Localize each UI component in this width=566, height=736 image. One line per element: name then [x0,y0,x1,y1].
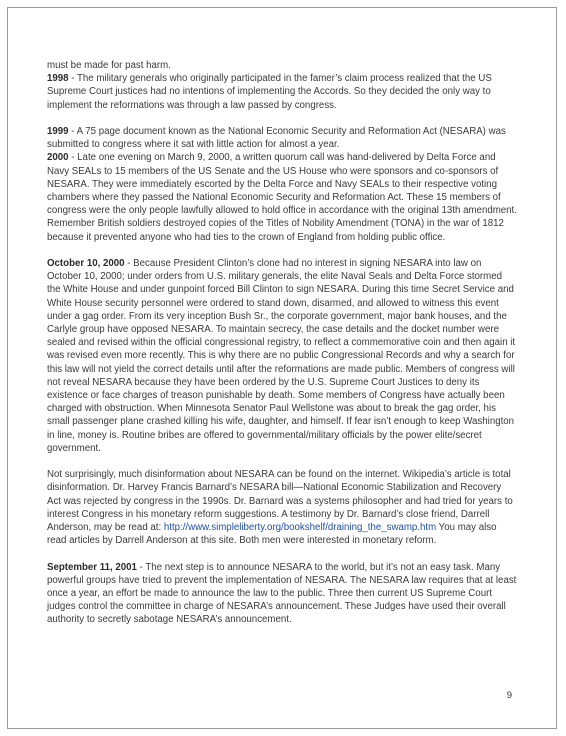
paragraph-1999 [47,125,517,151]
paragraph-2000 [47,151,517,243]
paragraph-september-2001 [47,561,517,627]
paragraph-heading: 1998 [47,73,69,85]
paragraph-1998 [47,72,517,112]
paragraph-heading: 2000 [47,152,69,164]
paragraph-text: - Because President Clinton’s clone had no interest in signing NESARA into law on October 10, 2000; under orders from U.S. military generals, the elite Naval Seals and Delta Force stormed the White House and under gunpoint forced Bill Clinton to sign NESARA. During this time Secret Service and White House security personnel were ordered to stand down, disarmed, and allowed to witness this event under a gag order. From its very inception Bush Sr., the corporate government, major bank houses, and the Carlyle group have opposed NESARA. To maintain secrecy, the case details and the docket number were sealed and revised within the official congressional registry, to reflect a commemorative coin and then again it was revised even more recently. This is why there are no public Congressional Records and why a search for this law will not yield the correct details until after the reformations are made public. Members of congress will not reveal NESARA because they have been ordered by the U.S. Supreme Court Justices to deny its existence or face charges of treason punishable by death. Some members of Congress have actually been charged with obstruction. When Minnesota Senator Paul Wellstone was about to break the gag order, his small passenger plane crashed killing his wife, daughter, and himself. If fear isn’t enough to keep Washington in line, money is. Routine bribes are offered to governmental/military officials by the power elite/secret government. [47,258,516,454]
paragraph-text: Not surprisingly, much disinformation about NESARA can be found on the internet. Wikipedia’s article is total disinformation. Dr. Harvey Francis Barnard’s NESARA bill—National Economic Stabilization and Recovery Act was rejected by congress in the 1990s. Dr. Barnard was a systems philosopher and had tried for years to interest Congress in his monetary reform suggestions. A testimony by Dr. Barnard’s close friend, Darrell Anderson, may be read at: [47,469,513,534]
paragraph-text: - The next step is to announce NESARA to the world, but it’s not an easy task. Many powerful groups have tried to prevent the implementation of NESARA. The NESARA law requires that at least once a year, an effort be made to announce the law to the public. Three then current US Supreme Court judges control the committee in charge of NESARA’s announcement. These Judges have used their overall authority to secretly sabotage NESARA’s announcement. [47,561,517,626]
page-number: 9 [506,690,512,701]
paragraph-october-2000 [47,257,517,455]
paragraph-text: You may also read articles by Darrell Anderson at this site. Both men were interested in monetary reform. [47,522,497,547]
paragraph-text: - A 75 page document known as the National Economic Security and Reformation Act (NESARA) was submitted to congress where it sat with little action for almost a year. [47,126,506,151]
paragraph-past-harm [47,59,517,72]
paragraph-disinformation [47,468,517,547]
simpleliberty-link[interactable]: http://www.simpleliberty.org/bookshelf/draining_the_swamp.htm [163,522,437,534]
document-page [7,7,557,729]
paragraph-heading: 1999 [47,126,69,137]
paragraph-text: - The military generals who originally participated in the famer’s claim process realized that the US Supreme Court justices had no intentions of implementing the Accords. So they decided the only way to implement the reformations was through a law passed by congress. [47,73,492,111]
paragraph-heading: October 10, 2000 [47,258,125,270]
paragraph-heading: September 11, 2001 [47,561,137,573]
document-body [47,59,517,627]
paragraph-text: must be made for past harm. [47,60,171,71]
paragraph-text: - Late one evening on March 9, 2000, a written quorum call was hand-delivered by Delta Force and Navy SEALs to 15 members of the US Senate and the US House who were sponsors and co-sponsors of NESARA. They were immediately escorted by the Delta Force and Navy SEALs to their respective voting chambers where they passed the National Economic Security and Reformation Act. These 15 members of congress were the only people lawfully allowed to hold office in accordance with the original 13th amendment. Remember British soldiers destroyed copies of the Titles of Nobility Amendment (TONA) in the war of 1812 because it prevented anyone who had ties to the crown of England from holding public office. [47,152,517,243]
